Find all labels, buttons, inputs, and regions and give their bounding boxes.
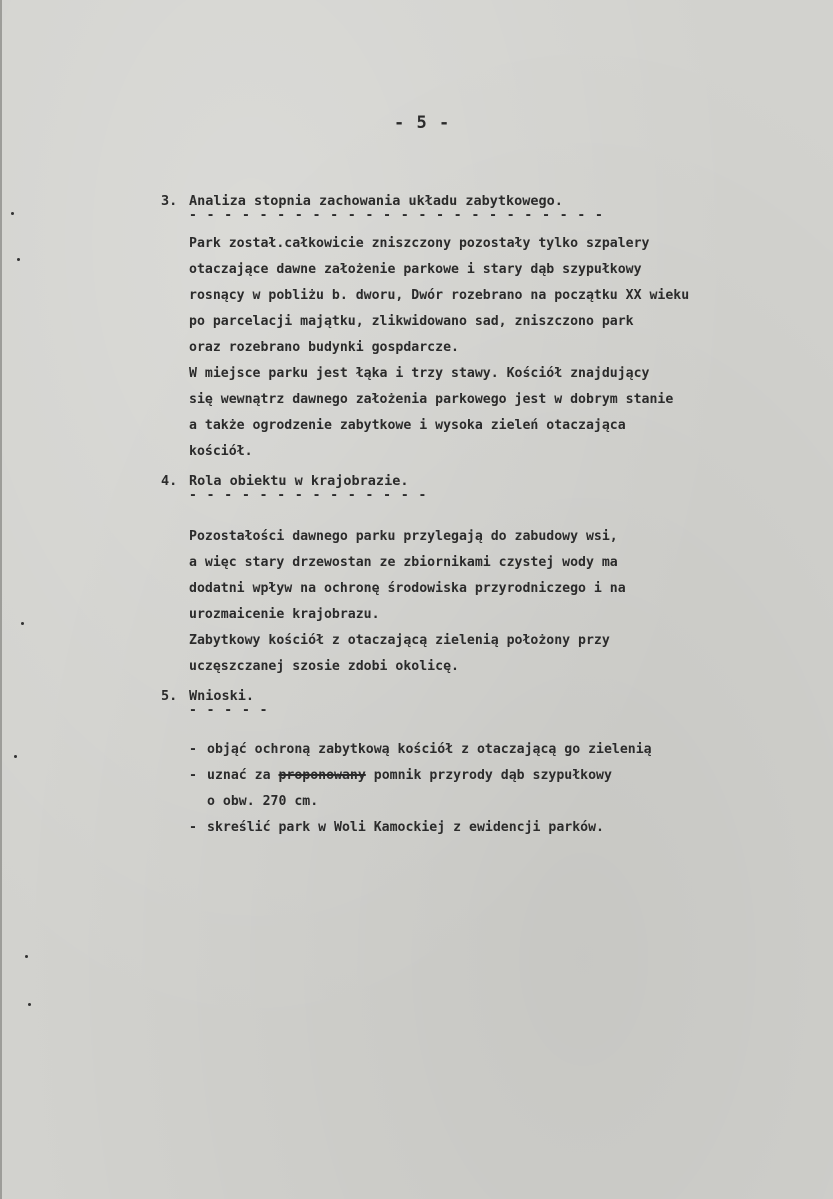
text-line: Zabytkowy kościół z otaczającą zielenią położony przy (189, 633, 610, 648)
list-item (189, 737, 826, 763)
text-line: dodatni wpływ na ochronę środowiska przyrodniczego i na (189, 581, 626, 596)
section-4-title: Rola obiektu w krajobrazie. (189, 473, 409, 489)
list-item (189, 763, 826, 815)
bullet-dash: - (189, 820, 197, 835)
conclusions-list (189, 737, 826, 841)
section-5-title: Wnioski. (189, 688, 255, 704)
section-5-underline: - - - - - (189, 703, 269, 718)
struck-word: proponowany (278, 768, 366, 783)
section-5 (161, 687, 826, 841)
list-item-text-start: uznać za (207, 768, 279, 783)
scan-speck (17, 258, 20, 261)
text-line: urozmaicenie krajobrazu. (189, 607, 380, 622)
text-line: kościół. (189, 444, 253, 459)
list-item (189, 815, 826, 841)
section-3 (161, 192, 826, 465)
section-3-title: Analiza stopnia zachowania układu zabytkowego. (189, 193, 563, 209)
text-line: W miejsce parku jest łąka i trzy stawy. Kościół znajdujący (189, 366, 650, 381)
bullet-dash: - (189, 742, 197, 757)
text-line: po parcelacji majątku, zlikwidowano sad, zniszczono park (189, 314, 634, 329)
text-line: oraz rozebrano budynki gospdarcze. (189, 340, 459, 355)
section-4 (161, 472, 826, 680)
list-item-text-end: pomnik przyrody dąb szypułkowy (365, 768, 612, 783)
text-line: otaczające dawne założenie parkowe i stary dąb szypułkowy (189, 262, 642, 277)
scan-speck (25, 955, 28, 958)
section-3-text (189, 231, 826, 465)
scan-speck (28, 1003, 31, 1006)
scan-speck (11, 212, 14, 215)
section-5-number: 5. (161, 688, 178, 704)
section-4-text (189, 524, 826, 680)
text-line: uczęszczanej szosie zdobi okolicę. (189, 659, 459, 674)
text-line: Pozostałości dawnego parku przylegają do zabudowy wsi, (189, 529, 618, 544)
text-line: Park został.całkowicie zniszczony pozostały tylko szpalery (189, 236, 650, 251)
section-4-number: 4. (161, 473, 178, 489)
scan-speck (14, 755, 17, 758)
page-number: - 5 - (394, 113, 451, 133)
text-line: a więc stary drzewostan ze zbiornikami czystej wody ma (189, 555, 618, 570)
text-line: rosnący w pobliżu b. dworu, Dwór rozebrano na początku XX wieku (189, 288, 690, 303)
text-line: a także ogrodzenie zabytkowe i wysoka zieleń otaczająca (189, 418, 626, 433)
text-line: się wewnątrz dawnego założenia parkowego jest w dobrym stanie (189, 392, 674, 407)
section-3-number: 3. (161, 193, 178, 209)
section-3-underline: - - - - - - - - - - - - - - - - - - - - - - - - (189, 208, 604, 223)
list-item-text: objąć ochroną zabytkową kościół z otaczającą go zielenią (207, 742, 652, 757)
section-4-underline: - - - - - - - - - - - - - - (189, 488, 428, 503)
list-item-text: skreślić park w Woli Kamockiej z ewidencji parków. (207, 820, 604, 835)
scan-speck (21, 622, 24, 625)
bullet-dash: - (189, 768, 197, 783)
list-item-text (207, 763, 612, 815)
list-item-continuation: o obw. 270 cm. (207, 794, 319, 809)
